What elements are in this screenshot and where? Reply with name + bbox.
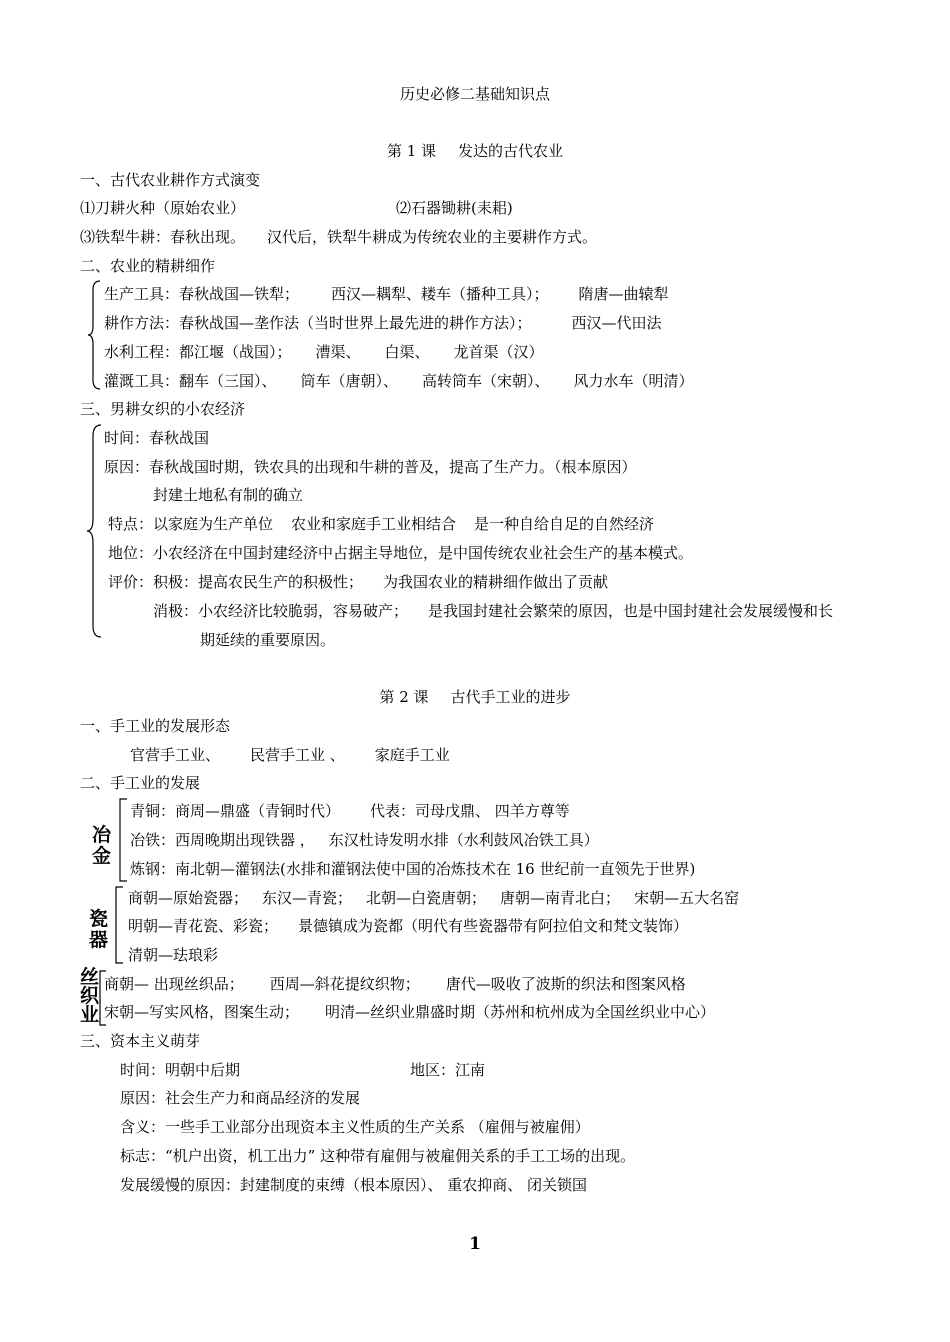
silk-tang: 唐代—吸收了波斯的织法和图案风格 bbox=[445, 975, 686, 993]
porcelain-row-3: 清朝—珐琅彩 bbox=[128, 946, 219, 964]
porcelain-northern: 北朝—白瓷唐朝； bbox=[366, 889, 487, 907]
l2-section-1-heading: 一、手工业的发展形态 bbox=[80, 717, 231, 735]
l1-s1-line-2 bbox=[80, 227, 597, 247]
l2-section-2-heading: 二、手工业的发展 bbox=[80, 774, 201, 792]
form-household: 家庭手工业 bbox=[374, 746, 450, 764]
methods-ridge: 耕作方法：春秋战国—垄作法（当时世界上最先进的耕作方法）； bbox=[104, 314, 532, 332]
l1-s2-irrigation-tools-row bbox=[104, 371, 694, 391]
capitalism-meaning: 含义：一些手工业部分出现资本主义性质的生产关系 （雇佣与被雇佣） bbox=[120, 1118, 590, 1136]
l1-s3-time: 时间：春秋战国 bbox=[104, 429, 210, 447]
tools-western-han: 西汉—耦犁、耧车（播种工具）； bbox=[331, 285, 549, 303]
form-private: 民营手工业 、 bbox=[250, 746, 345, 764]
porcelain-jingdezhen: 景德镇成为瓷都（明代有些瓷器带有阿拉伯文和梵文装饰） bbox=[298, 917, 689, 935]
lesson-1-heading bbox=[0, 141, 950, 161]
l1-s2-irrigation-projects-row bbox=[104, 342, 544, 362]
iron-water-bellows: 东汉杜诗发明水排（水利鼓风冶铁工具） bbox=[328, 831, 599, 849]
l2-s1-forms bbox=[130, 745, 450, 765]
eval-positive-2: 为我国农业的精耕细作做出了贡献 bbox=[383, 573, 609, 591]
lesson-1-number: 第 1 课 bbox=[386, 142, 437, 160]
lesson-2-number: 第 2 课 bbox=[379, 688, 429, 706]
l1-s1-line-1b: ⑵石器锄耕(耒耜) bbox=[396, 199, 513, 217]
lesson-2-heading bbox=[0, 687, 950, 707]
capitalism-time: 时间：明朝中后期 bbox=[120, 1061, 241, 1079]
tools-sui-tang: 隋唐—曲辕犁 bbox=[578, 285, 669, 303]
lesson-2-title: 古代手工业的进步 bbox=[450, 688, 571, 706]
l1-section-3-heading: 三、男耕女织的小农经济 bbox=[80, 400, 246, 418]
irrig-fanche: 灌溉工具：翻车（三国）、 bbox=[104, 372, 277, 390]
capitalism-cause: 原因：社会生产力和商品经济的发展 bbox=[120, 1089, 361, 1107]
capitalism-sign: 标志：“机户出资，机工出力” 这种带有雇佣与被雇佣关系的手工工场的出现。 bbox=[120, 1147, 636, 1165]
l1-s3-cause-2: 封建土地私有制的确立 bbox=[153, 486, 304, 504]
project-baiqu: 白渠、 bbox=[384, 343, 430, 361]
silk-row-2 bbox=[104, 1002, 715, 1022]
capitalism-region: 地区：江南 bbox=[410, 1061, 486, 1079]
feature-combined: 农业和家庭手工业相结合 bbox=[291, 515, 457, 533]
metallurgy-bracket bbox=[116, 798, 128, 882]
metal-bronze bbox=[130, 801, 570, 821]
porcelain-ming: 明朝—青花瓷、彩瓷； bbox=[128, 917, 279, 935]
metal-iron bbox=[130, 830, 599, 850]
lesson-1-title: 发达的古代农业 bbox=[458, 142, 564, 160]
l1-s2-methods-row bbox=[104, 313, 662, 333]
l1-s3-brace bbox=[87, 424, 103, 638]
l1-s1-line-1a: ⑴刀耕火种（原始农业） bbox=[80, 199, 246, 217]
bronze-representatives: 代表：司母戊鼎、 四羊方尊等 bbox=[370, 802, 570, 820]
metal-steel: 炼钢：南北朝—灌钢法(水排和灌钢法使中国的冶炼技术在 16 世纪前一直领先于世界) bbox=[130, 860, 696, 878]
silk-label-1: 丝 bbox=[80, 966, 100, 988]
project-longshouqu: 龙首渠（汉） bbox=[453, 343, 544, 361]
eval-positive-1: 评价：积极：提高农民生产的积极性； bbox=[108, 573, 364, 591]
document-title: 历史必修二基础知识点 bbox=[399, 85, 550, 103]
l1-s1-line-2a: ⑶铁犁牛耕：春秋出现。 bbox=[80, 228, 246, 246]
irrig-gaozhuan: 高转筒车（宋朝）、 bbox=[422, 372, 550, 390]
l2-section-3-heading: 三、资本主义萌芽 bbox=[80, 1032, 201, 1050]
irrig-tongche: 筒车（唐朝）、 bbox=[300, 372, 399, 390]
silk-shang: 商朝— 出现丝织品； bbox=[104, 975, 244, 993]
porcelain-song: 宋朝—五大名窑 bbox=[634, 889, 740, 907]
silk-label-3: 业 bbox=[80, 1004, 100, 1026]
l1-s3-status: 地位：小农经济在中国封建经济中占据主导地位，是中国传统农业社会生产的基本模式。 bbox=[108, 544, 694, 562]
l1-s2-brace bbox=[88, 280, 102, 390]
capitalism-slow-reasons: 发展缓慢的原因：封建制度的束缚（根本原因）、 重农抑商、 闭关锁国 bbox=[120, 1176, 588, 1194]
porcelain-bracket bbox=[112, 886, 124, 964]
project-dujiangyan: 水利工程：都江堰（战国）； bbox=[104, 343, 292, 361]
eval-negative-1: 消极：小农经济比较脆弱，容易破产； bbox=[153, 602, 409, 620]
porcelain-row-2 bbox=[128, 916, 688, 936]
silk-label-2: 织 bbox=[80, 985, 100, 1007]
iron-western-zhou: 冶铁：西周晚期出现铁器 ， bbox=[130, 831, 315, 849]
porcelain-tang: 唐朝—南青北白； bbox=[500, 889, 621, 907]
porcelain-label-1: 瓷 bbox=[89, 908, 109, 930]
l1-section-1-heading: 一、古代农业耕作方式演变 bbox=[80, 171, 261, 189]
project-caoqu: 漕渠、 bbox=[315, 343, 361, 361]
silk-row-1 bbox=[104, 974, 686, 994]
porcelain-label-2: 器 bbox=[89, 929, 109, 951]
l1-s1-line-2b: 汉代后，铁犁牛耕成为传统农业的主要耕作方式。 bbox=[267, 228, 598, 246]
form-official: 官营手工业、 bbox=[130, 746, 221, 764]
l1-s3-eval-positive bbox=[108, 572, 608, 592]
l1-s2-tools-row bbox=[104, 284, 669, 304]
irrig-fengli: 风力水车（明清） bbox=[573, 372, 694, 390]
feature-self-sufficient: 是一种自给自足的自然经济 bbox=[474, 515, 655, 533]
silk-song: 宋朝—写实风格，图案生动； bbox=[104, 1003, 300, 1021]
metallurgy-label-1: 冶 bbox=[92, 824, 112, 846]
methods-daitian: 西汉—代田法 bbox=[571, 314, 662, 332]
eval-negative-2: 是我国封建社会繁荣的原因，也是中国封建社会发展缓慢和长 bbox=[428, 602, 834, 620]
silk-ming-qing: 明清—丝织业鼎盛时期（苏州和杭州成为全国丝织业中心） bbox=[325, 1003, 716, 1021]
feature-family-unit: 特点：以家庭为生产单位 bbox=[108, 515, 274, 533]
l1-s3-eval-negative-cont: 期延续的重要原因。 bbox=[200, 631, 336, 649]
l1-s3-feature bbox=[108, 514, 654, 534]
bronze-period: 青铜：商周—鼎盛（青铜时代） bbox=[130, 802, 341, 820]
silk-western-zhou: 西周—斜花提纹织物； bbox=[269, 975, 420, 993]
page-number: 1 bbox=[469, 1234, 481, 1254]
tools-spring-autumn: 生产工具：春秋战国—铁犁； bbox=[104, 285, 300, 303]
l1-s3-eval-negative bbox=[153, 601, 833, 621]
porcelain-shang: 商朝—原始瓷器； bbox=[128, 889, 249, 907]
porcelain-row-1 bbox=[128, 888, 739, 908]
l1-s3-cause: 原因：春秋战国时期，铁农具的出现和牛耕的普及，提高了生产力。（根本原因） bbox=[104, 458, 637, 476]
porcelain-eastern-han: 东汉—青瓷； bbox=[262, 889, 353, 907]
metallurgy-label-2: 金 bbox=[92, 845, 112, 867]
l1-section-2-heading: 二、农业的精耕细作 bbox=[80, 257, 216, 275]
